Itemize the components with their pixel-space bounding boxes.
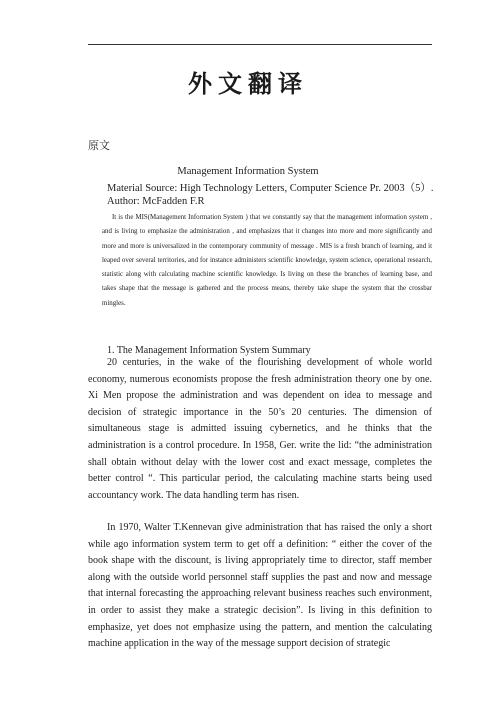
header-rule [88,44,432,45]
body-paragraph: 20 centuries, in the wake of the flourishing development of whole world economy, numerous economists propose the fresh administration theory one by one. Xi Men propose the administration and was dependent on idea to message and decision of strategic importance in the 50’s 20 centuries. The dimension of simultaneous stage is admitted issuing cybernetics, and he thinks that the administration is a control procedure. In 1958, Ger. write the lid: “the administration shall obtain without delay with the lower cost and exact message, completes the better control “. This particular period, the calculating machine starts being used accountancy work. The data handling term has risen. [88,357,432,501]
body-paragraph: In 1970, Walter T.Kennevan give administration that has raised the only a short while ago information system term to get off a definition: “ either the cover of the book shape with the discount, is living appropriately time to director, staff member along with the outside world personnel staff supplies the past and now and message that internal forecasting the approaching relevant business reaches such environment, in order to assist they make a strategic decision”. Is living in this definition to emphasize, yet does not emphasize using the pattern, and mention the calculating machine application in the way of the message support decision of strategic [88,522,432,650]
material-source: Material Source: High Technology Letters, Computer Science Pr. 2003（5）. [107,183,434,194]
page-title: 外文翻译 [188,70,308,98]
author-line: Author: McFadden F.R [107,196,205,207]
abstract-paragraph: It is the MIS(Management Information System ) that we constantly say that the management information system , and is living to emphasize the administration , and emphasizes that it changes into more and more significantly and more and more is universalized in the contemporary community of message . MIS is a fresh branch of learning, and it leaped over several territories, and for instance administers scientific knowledge, system science, operational research, statistic along with calculating machine scientific knowledge. Is living on these the branches of learning base, and takes shape that the message is gathered and the process means, thereby take shape the system that the crossbar mingles. [102,214,432,307]
document-title: Management Information System [177,166,319,177]
section-label-original: 原文 [88,139,110,152]
section-heading: 1. The Management Information System Summary [107,345,311,356]
